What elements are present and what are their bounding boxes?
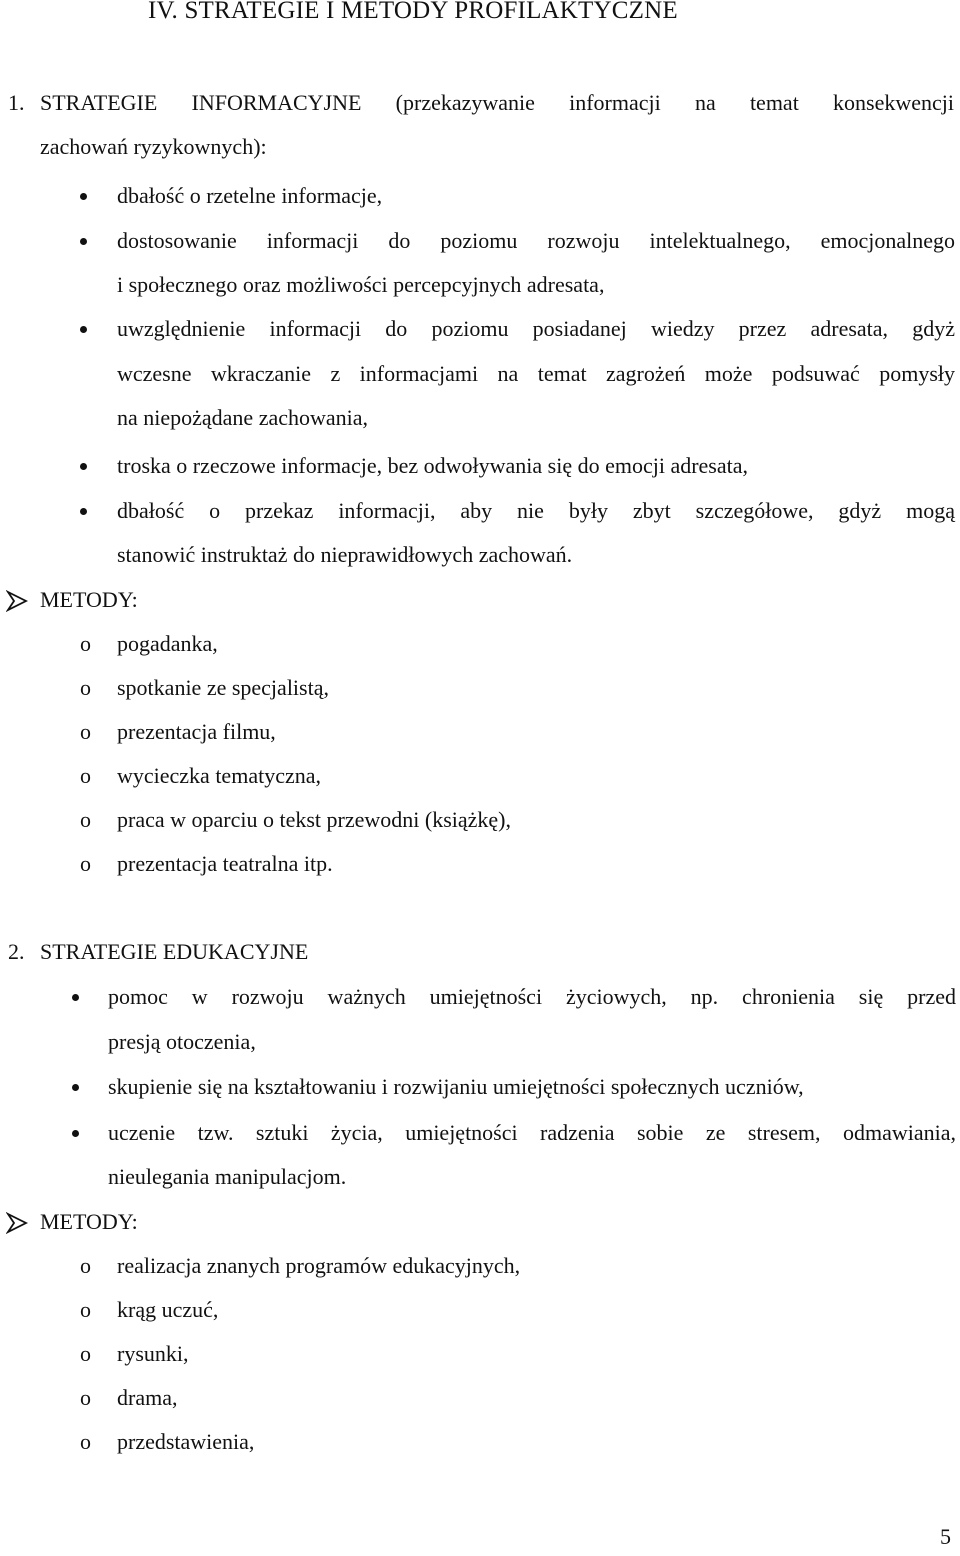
section-1-bullet-4-line-1: troska o rzeczowe informacje, bez odwoływania się do emocji adresata, bbox=[117, 453, 749, 478]
circle-bullet-icon: o bbox=[80, 1429, 91, 1454]
circle-bullet-icon: o bbox=[80, 719, 91, 744]
bullet-icon bbox=[80, 238, 87, 245]
circle-bullet-icon: o bbox=[80, 1253, 91, 1278]
section-2-method-4: drama, bbox=[117, 1385, 178, 1410]
bullet-icon bbox=[80, 508, 87, 515]
circle-bullet-icon: o bbox=[80, 807, 91, 832]
section-1-method-3: prezentacja filmu, bbox=[117, 719, 276, 744]
circle-bullet-icon: o bbox=[80, 675, 91, 700]
section-2-bullet-1-line-1: pomoc w rozwoju ważnych umiejętności życiowych, np. chronienia się przed bbox=[108, 984, 956, 1009]
section-1-bullet-2-line-1: dostosowanie informacji do poziomu rozwoju intelektualnego, emocjonalnego bbox=[117, 228, 955, 253]
bullet-icon bbox=[80, 326, 87, 333]
section-1-heading-line-1: STRATEGIE INFORMACYJNE (przekazywanie informacji na temat konsekwencji bbox=[40, 90, 954, 115]
circle-bullet-icon: o bbox=[80, 1341, 91, 1366]
section-1-bullet-5-line-2: stanowić instruktaż do nieprawidłowych zachowań. bbox=[117, 542, 573, 567]
section-1-method-2: spotkanie ze specjalistą, bbox=[117, 675, 329, 700]
circle-bullet-icon: o bbox=[80, 1297, 91, 1322]
bullet-icon bbox=[72, 994, 79, 1001]
bullet-icon bbox=[80, 193, 87, 200]
section-2-bullet-1-line-2: presją otoczenia, bbox=[108, 1029, 256, 1054]
bullet-icon bbox=[72, 1084, 79, 1091]
section-2-bullet-2-line-1: skupienie się na kształtowaniu i rozwijaniu umiejętności społecznych uczniów, bbox=[108, 1074, 804, 1099]
circle-bullet-icon: o bbox=[80, 631, 91, 656]
section-2-bullet-3-line-1: uczenie tzw. sztuki życia, umiejętności radzenia sobie ze stresem, odmawiania, bbox=[108, 1120, 956, 1145]
section-2-method-1: realizacja znanych programów edukacyjnych, bbox=[117, 1253, 521, 1278]
section-2-method-3: rysunki, bbox=[117, 1341, 189, 1366]
chapter-title: IV. STRATEGIE I METODY PROFILAKTYCZNE bbox=[148, 0, 678, 24]
section-1-bullet-1-line-1: dbałość o rzetelne informacje, bbox=[117, 183, 383, 208]
section-1-heading-line-2: zachowań ryzykownych): bbox=[40, 134, 267, 159]
bullet-icon bbox=[80, 463, 87, 470]
section-1-bullet-3-line-2: wczesne wkraczanie z informacjami na temat zagrożeń może podsuwać pomysły bbox=[117, 361, 955, 386]
circle-bullet-icon: o bbox=[80, 851, 91, 876]
section-2-bullet-3-line-2: nieulegania manipulacjom. bbox=[108, 1164, 347, 1189]
circle-bullet-icon: o bbox=[80, 763, 91, 788]
section-1-method-4: wycieczka tematyczna, bbox=[117, 763, 321, 788]
section-1-methods-label: METODY: bbox=[40, 587, 138, 612]
section-2-methods-label: METODY: bbox=[40, 1209, 138, 1234]
section-1-bullet-3-line-3: na niepożądane zachowania, bbox=[117, 405, 369, 430]
page-number: 5 bbox=[940, 1524, 951, 1549]
section-2-number: 2. bbox=[8, 939, 25, 964]
section-2-heading: STRATEGIE EDUKACYJNE bbox=[40, 939, 309, 964]
section-1-bullet-2-line-2: i społecznego oraz możliwości percepcyjnych adresata, bbox=[117, 272, 605, 297]
section-1-number: 1. bbox=[8, 90, 25, 115]
section-2-method-5: przedstawienia, bbox=[117, 1429, 255, 1454]
circle-bullet-icon: o bbox=[80, 1385, 91, 1410]
section-1-method-5: praca w oparciu o tekst przewodni (książkę), bbox=[117, 807, 512, 832]
section-1-bullet-5-line-1: dbałość o przekaz informacji, aby nie były zbyt szczegółowe, gdyż mogą bbox=[117, 498, 955, 523]
section-1-bullet-3-line-1: uwzględnienie informacji do poziomu posiadanej wiedzy przez adresata, gdyż bbox=[117, 316, 955, 341]
arrow-head-bullet-icon bbox=[6, 1212, 28, 1234]
section-2-method-2: krąg uczuć, bbox=[117, 1297, 219, 1322]
arrow-head-bullet-icon bbox=[6, 590, 28, 612]
section-1-method-1: pogadanka, bbox=[117, 631, 218, 656]
section-1-method-6: prezentacja teatralna itp. bbox=[117, 851, 333, 876]
bullet-icon bbox=[72, 1130, 79, 1137]
